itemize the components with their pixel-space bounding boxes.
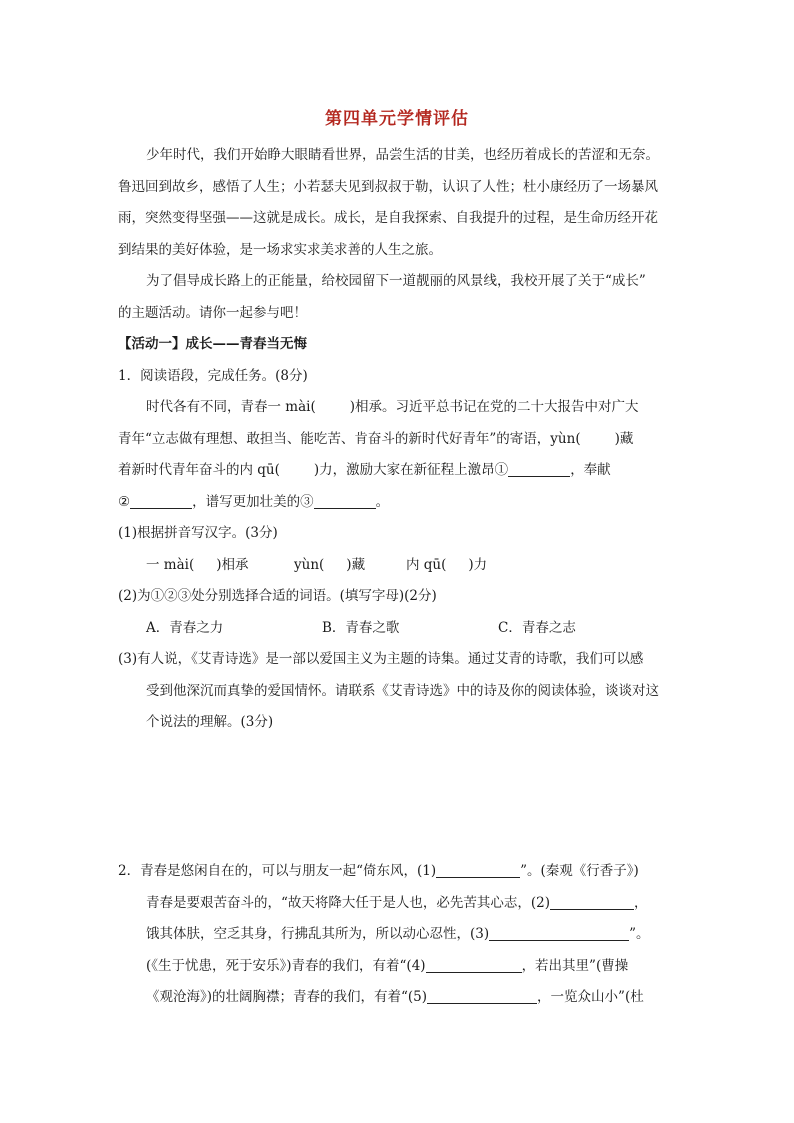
option-a: A．青春之力 [146,619,224,636]
answer-blank-3[interactable] [314,492,376,509]
question-2 [118,856,680,1014]
answer-blank-q2-3[interactable] [489,924,629,941]
activity-heading: 【活动一】成长——青春当无悔 [118,336,307,352]
passage-line: ② ，谱写更加壮美的③ 。 [118,493,390,510]
answer-blank-2[interactable] [130,492,192,509]
intro-line: 鲁迅回到故乡，感悟了人生；小若瑟夫见到叔叔于勒，认识了人性；杜小康经历了一场暴风 [118,178,658,195]
option-b: B．青春之歌 [322,619,400,636]
answer-blank-1[interactable] [508,460,570,477]
question-1-stem: 1．阅读语段，完成任务。(8分) [118,367,308,384]
pinyin-item-yun: yùn( )藏 [294,556,366,573]
passage-line: 着新时代青年奋斗的内 qū( )力，激励大家在新征程上激昂① ，奉献 [118,462,611,478]
option-c: C．青春之志 [498,619,576,636]
sub-question-3-line: 受到他深沉而真挚的爱国情怀。请联系《艾青诗选》中的诗及你的阅读体验，谈谈对这 [146,682,659,699]
answer-blank-q2-4[interactable] [426,956,522,973]
question-2-line: 《观沧海》)的壮阔胸襟；青春的我们，有着“(5) ，一览众山小”(杜 [146,989,644,1005]
intro-line: 的主题活动。请你一起参与吧！ [118,304,307,321]
sub-question-1-stem: (1)根据拼音写汉字。(3分) [118,525,278,541]
intro-line: 雨，突然变得坚强——这就是成长。成长，是自我探索、自我提升的过程，是生命历经开花 [118,210,658,226]
pinyin-item-mai: 一 mài( )相承 [146,556,249,573]
answer-space[interactable] [118,732,680,832]
pinyin-items [118,550,680,582]
intro-line: 到结果的美好体验，是一场求实求美求善的人生之旅。 [118,241,442,258]
intro-line: 为了倡导成长路上的正能量，给校园留下一道靓丽的风景线，我校开展了关于“成长” [146,273,646,289]
answer-blank-q2-5[interactable] [427,987,537,1004]
question-2-line: 青春是要艰苦奋斗的，“故天将降大任于是人也，必先苦其心志，(2) ， [146,894,648,911]
intro-section [118,140,680,739]
sub-question-3-line: 个说法的理解。(3分) [146,714,274,730]
sub-question-2-stem: (2)为①②③处分别选择合适的词语。(填写字母)(2分) [118,588,437,604]
question-2-line: 饿其体肤，空乏其身，行拂乱其所为，所以动心忍性，(3) ”。 [146,926,650,942]
answer-blank-q2-1[interactable] [436,861,520,878]
sub-question-3-line: (3)有人说，《艾青诗选》是一部以爱国主义为主题的诗集。通过艾青的诗歌，我们可以感 [118,651,644,667]
question-2-line: 2．青春是悠闲自在的，可以与朋友一起“倚东风，(1) ”。(秦观《行香子》) [118,863,639,879]
intro-line: 少年时代，我们开始睁大眼睛看世界，品尝生活的甘美，也经历着成长的苦涩和无奈。 [146,147,659,163]
options-row [118,613,680,645]
page-title: 第四单元学情评估 [325,109,469,129]
answer-blank-q2-2[interactable] [550,893,634,910]
pinyin-item-qu: 内 qū( )力 [406,556,488,573]
passage-line: 青年“立志做有理想、敢担当、能吃苦、肯奋斗的新时代好青年”的寄语，yùn( )藏 [118,430,634,447]
passage-line: 时代各有不同，青春一 mài( )相承。习近平总书记在党的二十大报告中对广大 [146,399,639,415]
question-2-line: (《生于忧患，死于安乐》)青春的我们，有着“(4) ，若出其里”(曹操 [146,957,629,974]
